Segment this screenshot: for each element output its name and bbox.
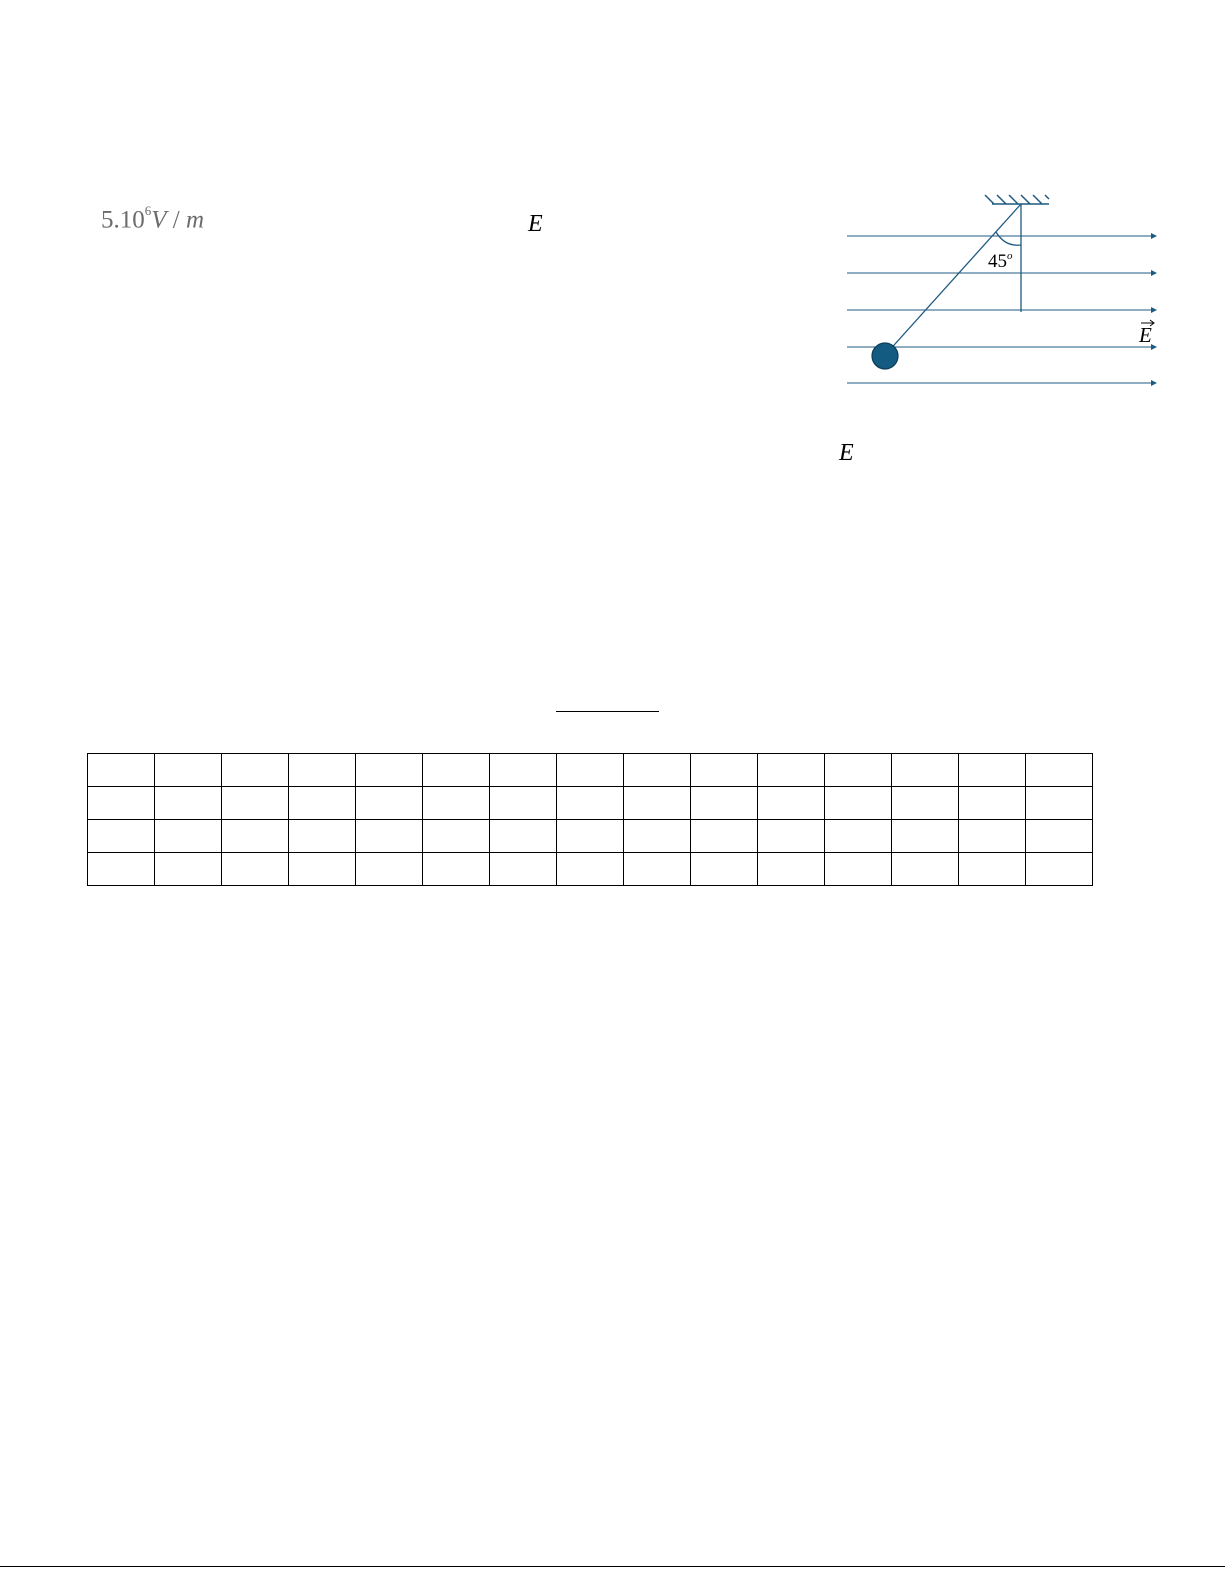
ceiling-support — [985, 195, 1049, 204]
grid-cell — [959, 820, 1026, 853]
grid-row — [88, 853, 1093, 886]
grid-cell — [959, 754, 1026, 787]
grid-cell — [490, 754, 557, 787]
grid-row — [88, 754, 1093, 787]
field-strength-value — [101, 203, 205, 234]
grid-cell — [490, 820, 557, 853]
grid-cell — [959, 853, 1026, 886]
angle-unit: o — [1007, 250, 1013, 262]
grid-cell — [356, 853, 423, 886]
grid-cell — [490, 787, 557, 820]
field-exponent: 6 — [144, 203, 152, 218]
unit-v: V — [151, 206, 167, 234]
grid-cell — [691, 754, 758, 787]
grid-cell — [624, 853, 691, 886]
grid-cell — [155, 820, 222, 853]
grid-cell — [1026, 787, 1093, 820]
grid-cell — [423, 754, 490, 787]
heading-underline — [556, 711, 659, 712]
grid-cell — [423, 820, 490, 853]
grid-cell — [758, 853, 825, 886]
grid-cell — [758, 820, 825, 853]
page-bottom-rule — [0, 1566, 1225, 1567]
unit-m: m — [185, 206, 205, 234]
grid-cell — [289, 754, 356, 787]
grid-cell — [959, 787, 1026, 820]
grid-cell — [289, 820, 356, 853]
grid-row — [88, 787, 1093, 820]
grid-cell — [691, 787, 758, 820]
field-label: E — [1139, 323, 1152, 347]
grid-cell — [1026, 853, 1093, 886]
symbol-e-bottom: E — [839, 440, 854, 466]
grid-cell — [691, 853, 758, 886]
grid-cell — [557, 754, 624, 787]
pendulum-string — [886, 204, 1021, 354]
grid-cell — [155, 853, 222, 886]
grid-cell — [88, 820, 155, 853]
grid-cell — [825, 820, 892, 853]
angle-value: 45 — [988, 251, 1007, 272]
grid-cell — [222, 787, 289, 820]
grid-cell — [892, 787, 959, 820]
grid-cell — [624, 820, 691, 853]
charged-ball — [872, 343, 898, 369]
symbol-e-top: E — [528, 211, 543, 237]
grid-cell — [892, 820, 959, 853]
grid-cell — [222, 820, 289, 853]
field-vector-label — [1138, 320, 1154, 347]
grid-cell — [825, 787, 892, 820]
grid-cell — [155, 787, 222, 820]
answer-grid — [87, 753, 1093, 886]
grid-cell — [758, 754, 825, 787]
grid-cell — [222, 754, 289, 787]
grid-cell — [356, 754, 423, 787]
grid-cell — [624, 754, 691, 787]
grid-cell — [1026, 820, 1093, 853]
grid-cell — [88, 787, 155, 820]
grid-cell — [423, 787, 490, 820]
grid-cell — [892, 754, 959, 787]
angle-arc — [996, 232, 1021, 245]
angle-label — [988, 250, 1013, 272]
grid-cell — [825, 754, 892, 787]
grid-cell — [88, 853, 155, 886]
grid-row — [88, 820, 1093, 853]
grid-cell — [691, 820, 758, 853]
pendulum-field-diagram — [840, 185, 1170, 395]
grid-cell — [289, 853, 356, 886]
grid-cell — [289, 787, 356, 820]
grid-cell — [825, 853, 892, 886]
grid-cell — [1026, 754, 1093, 787]
grid-cell — [892, 853, 959, 886]
grid-cell — [758, 787, 825, 820]
grid-cell — [557, 853, 624, 886]
grid-cell — [356, 787, 423, 820]
grid-cell — [624, 787, 691, 820]
unit-separator: / — [166, 206, 186, 234]
grid-cell — [423, 853, 490, 886]
grid-cell — [155, 754, 222, 787]
grid-cell — [557, 820, 624, 853]
grid-cell — [490, 853, 557, 886]
grid-cell — [557, 787, 624, 820]
field-coefficient: 5.10 — [101, 206, 145, 234]
grid-cell — [356, 820, 423, 853]
grid-cell — [222, 853, 289, 886]
grid-cell — [88, 754, 155, 787]
